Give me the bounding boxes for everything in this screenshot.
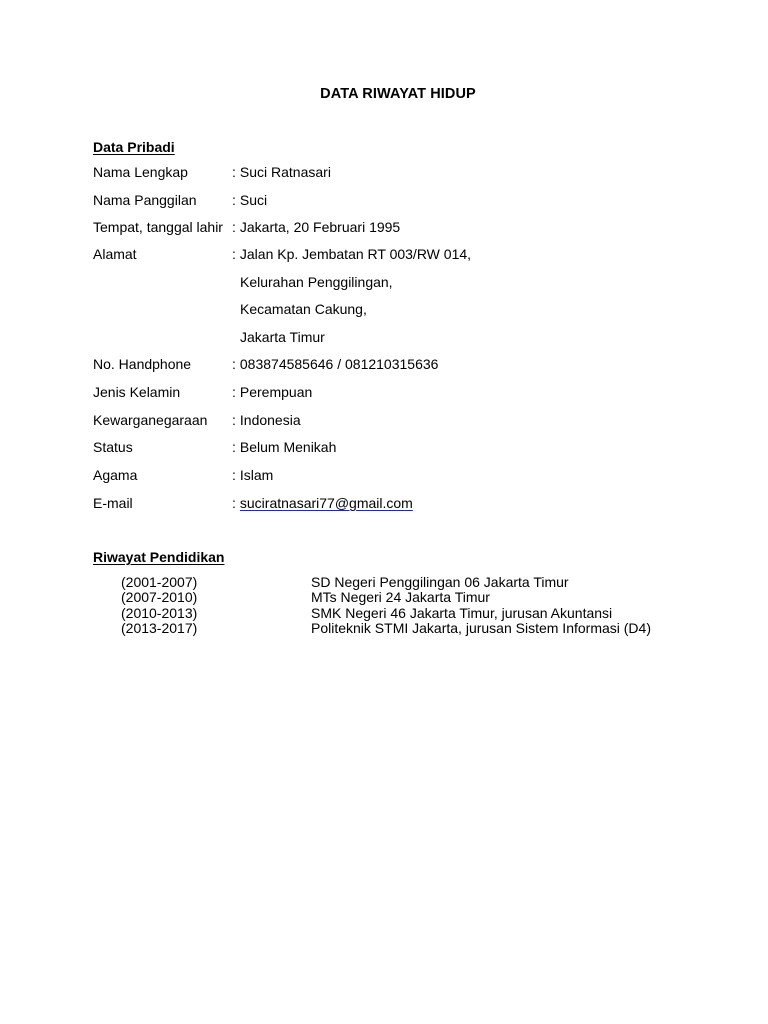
field-value: Jalan Kp. Jembatan RT 003/RW 014, <box>239 246 472 262</box>
field-value: 083874585646 / 081210315636 <box>239 356 439 372</box>
field-label: Kewarganegaraan <box>93 412 208 428</box>
field-value: Indonesia <box>239 412 301 428</box>
education-period: (2013-2017) <box>121 620 198 636</box>
field-separator: : <box>232 164 236 180</box>
field-label: Alamat <box>93 246 137 262</box>
field-separator: : <box>232 192 236 208</box>
field-label: Jenis Kelamin <box>93 384 181 400</box>
field-value: Suci Ratnasari <box>239 164 331 180</box>
field-separator: : <box>232 384 236 400</box>
address-line: Kelurahan Penggilingan, <box>240 274 393 290</box>
education-heading: Riwayat Pendidikan <box>93 549 225 565</box>
education-period: (2007-2010) <box>121 589 198 605</box>
field-separator: : <box>232 495 236 511</box>
field-label: Status <box>93 439 133 455</box>
education-period: (2010-2013) <box>121 605 198 621</box>
document-title: DATA RIWAYAT HIDUP <box>320 86 476 102</box>
field-separator: : <box>232 412 236 428</box>
education-period: (2001-2007) <box>121 574 198 590</box>
field-label: E-mail <box>93 495 133 511</box>
education-school: Politeknik STMI Jakarta, jurusan Sistem Informasi (D4) <box>311 620 651 636</box>
field-separator: : <box>232 356 236 372</box>
address-line: Kecamatan Cakung, <box>240 301 367 317</box>
address-line: Jakarta Timur <box>240 329 325 345</box>
personal-data-heading: Data Pribadi <box>93 139 175 155</box>
field-separator: : <box>232 246 236 262</box>
education-school: MTs Negeri 24 Jakarta Timur <box>311 589 490 605</box>
field-label: Nama Lengkap <box>93 164 188 180</box>
email-link[interactable]: suciratnasari77@gmail.com <box>239 495 413 511</box>
field-value: Belum Menikah <box>239 439 337 455</box>
field-value: Suci <box>239 192 268 208</box>
field-label: Tempat, tanggal lahir <box>93 219 223 235</box>
field-value: Islam <box>239 467 274 483</box>
field-separator: : <box>232 219 236 235</box>
field-separator: : <box>232 467 236 483</box>
field-label: Agama <box>93 467 138 483</box>
education-school: SD Negeri Penggilingan 06 Jakarta Timur <box>311 574 569 590</box>
field-value: Jakarta, 20 Februari 1995 <box>239 219 401 235</box>
field-label: Nama Panggilan <box>93 192 197 208</box>
field-separator: : <box>232 439 236 455</box>
field-label: No. Handphone <box>93 356 192 372</box>
field-value: Perempuan <box>239 384 313 400</box>
education-school: SMK Negeri 46 Jakarta Timur, jurusan Akuntansi <box>311 605 613 621</box>
